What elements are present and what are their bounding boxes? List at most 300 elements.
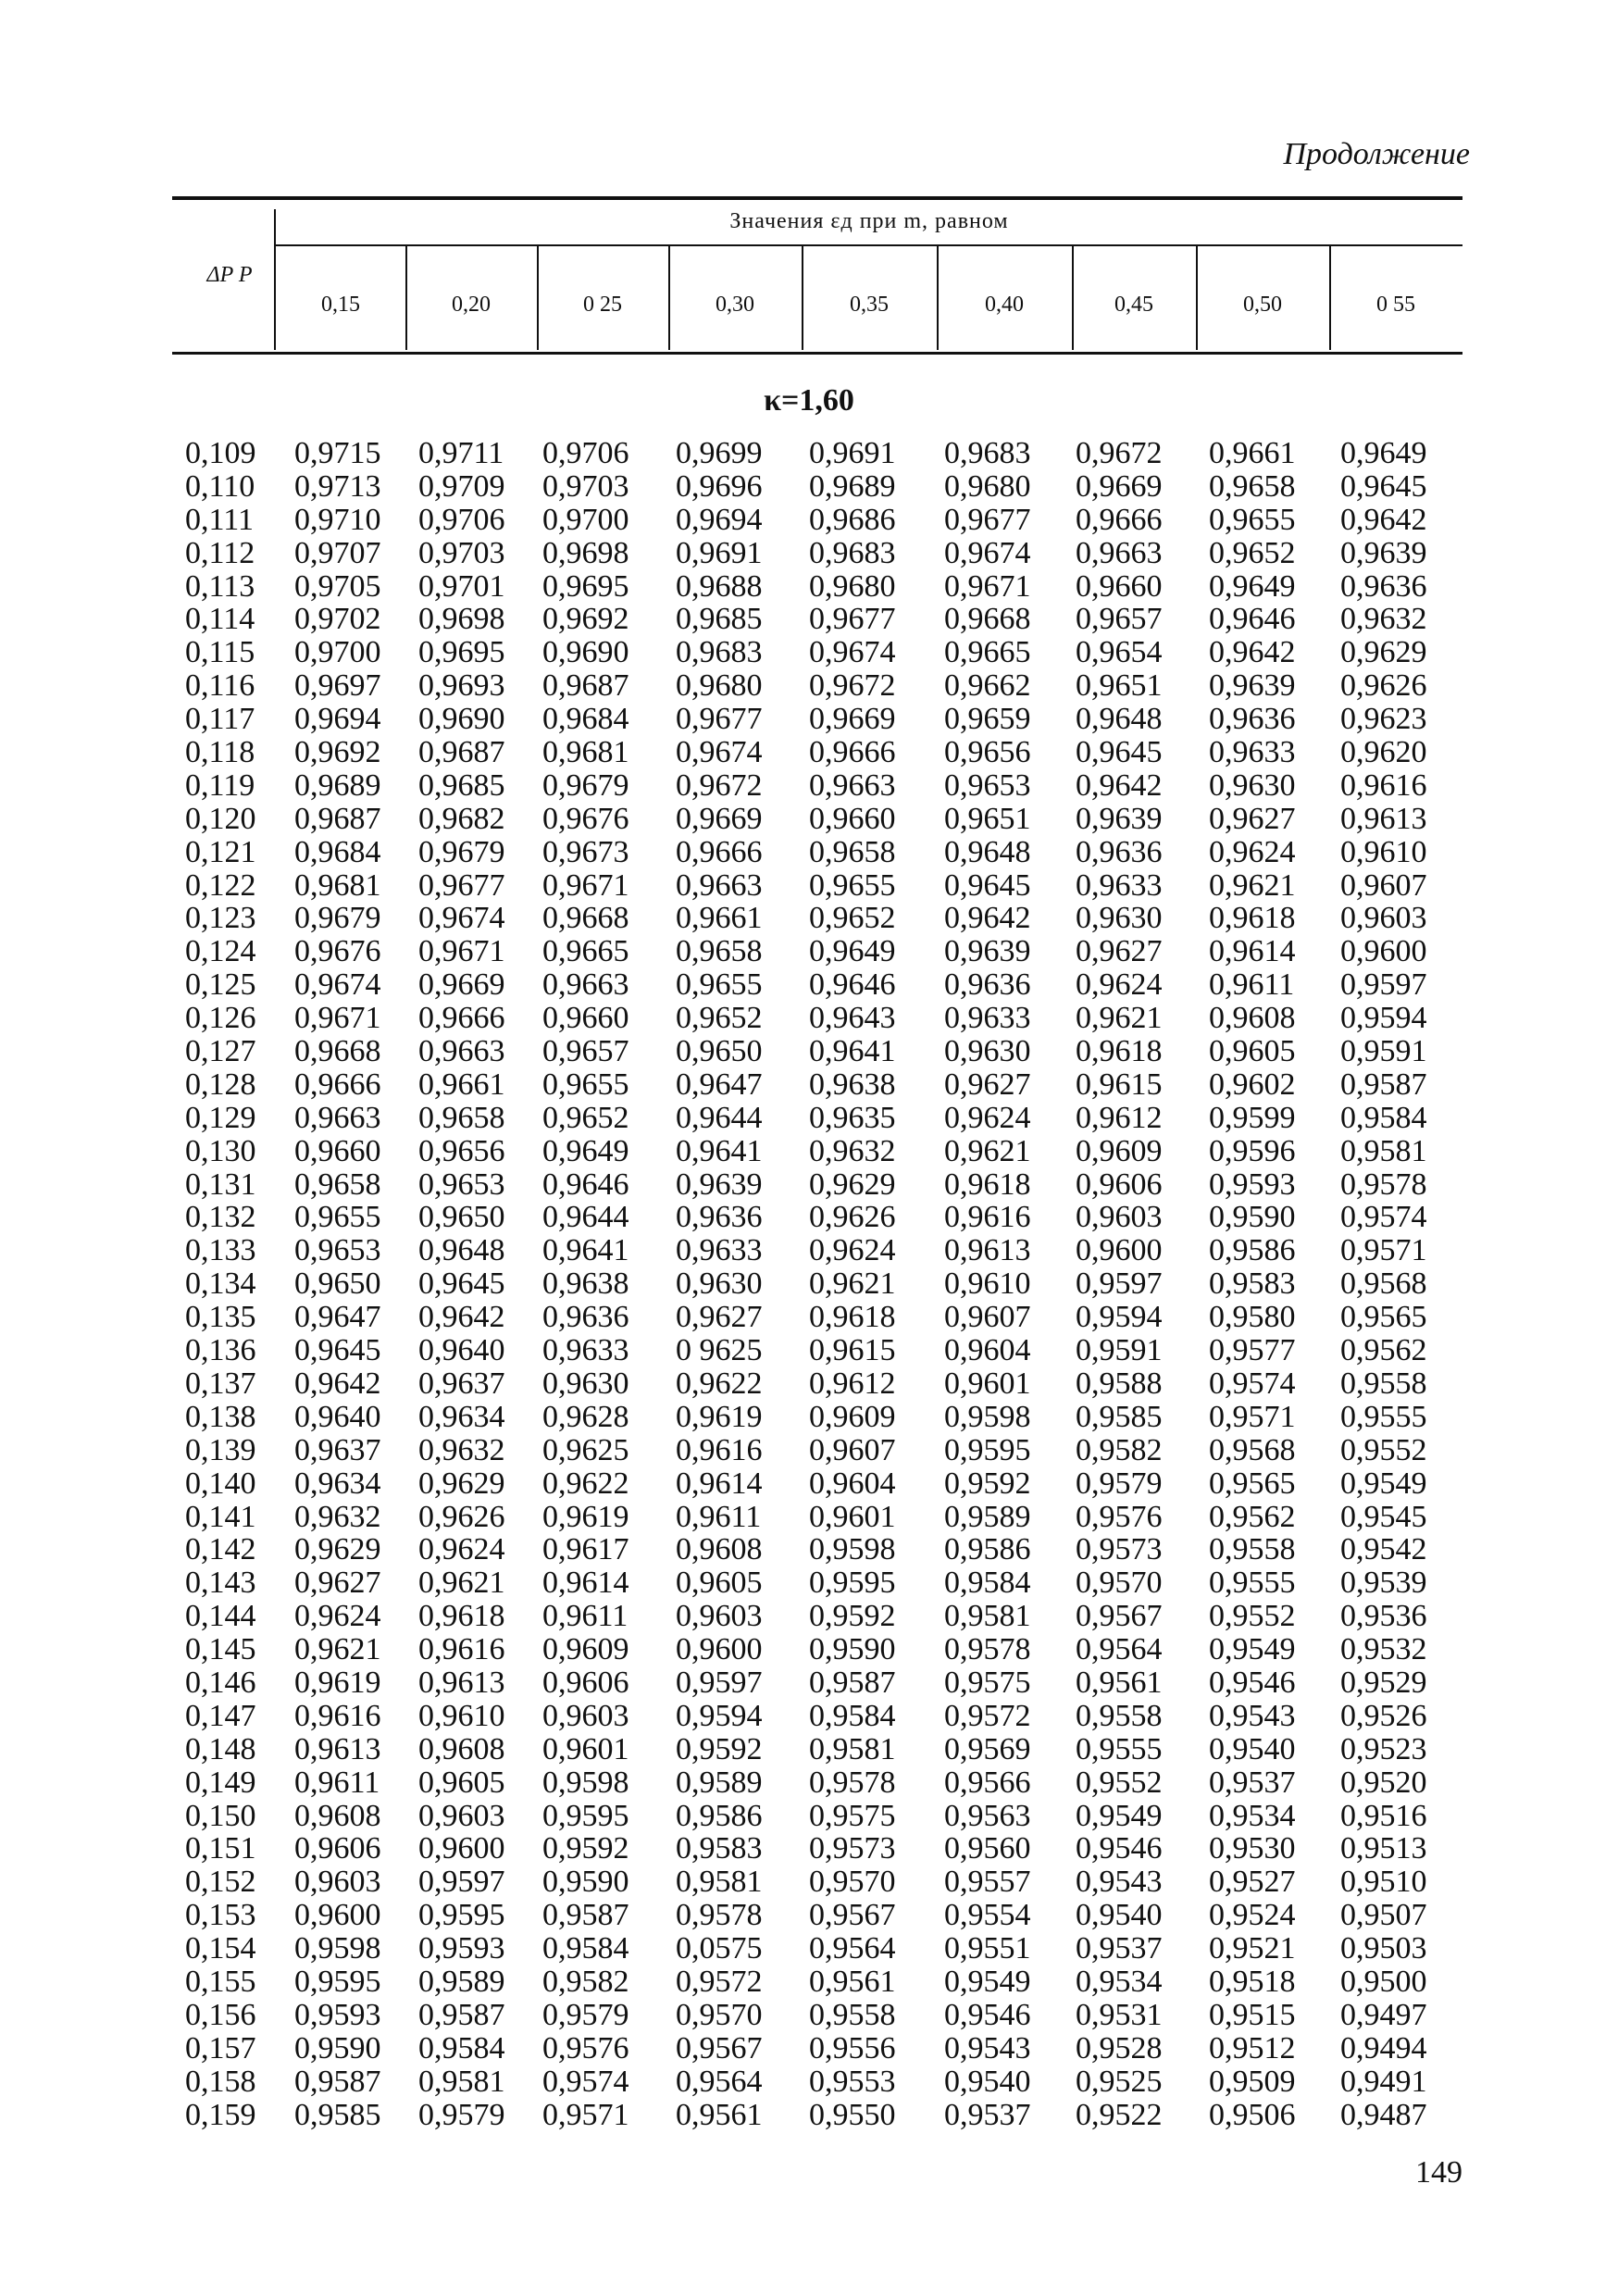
table-cell: 0,9680 bbox=[676, 668, 763, 704]
table-cell: 0,9630 bbox=[676, 1267, 763, 1302]
table-cell: 0,9632 bbox=[1340, 602, 1427, 637]
table-cell: 0,9680 bbox=[944, 468, 1031, 504]
table-cell: 0,9663 bbox=[542, 967, 629, 1003]
table-cell: 0,9603 bbox=[1340, 901, 1427, 936]
column-divider bbox=[668, 246, 670, 350]
table-cell: 0,9611 bbox=[542, 1599, 629, 1634]
table-cell: 0,9697 bbox=[294, 668, 381, 704]
table-cell: 0,9613 bbox=[294, 1731, 381, 1766]
table-cell: 0,9589 bbox=[944, 1499, 1031, 1534]
table-cell: 0,9688 bbox=[676, 568, 763, 604]
table-cell: 0,9624 bbox=[1076, 967, 1163, 1003]
table-cell: 0,9662 bbox=[944, 668, 1031, 704]
table-cell: 0,9636 bbox=[1209, 702, 1296, 737]
table-cell: 0,9698 bbox=[542, 535, 629, 570]
table-cell: 0,9598 bbox=[809, 1532, 896, 1567]
table-cell: 0,9552 bbox=[1076, 1765, 1163, 1800]
row-label: 0,156 bbox=[185, 1997, 256, 2032]
table-cell: 0,9705 bbox=[294, 568, 381, 604]
table-cell: 0,9689 bbox=[294, 767, 381, 803]
table-cell: 0,9592 bbox=[542, 1831, 629, 1866]
table-cell: 0,9658 bbox=[294, 1167, 381, 1202]
table-cell: 0,9571 bbox=[1209, 1399, 1296, 1434]
table-cell: 0,9661 bbox=[418, 1067, 505, 1102]
column-header: 0 25 bbox=[583, 293, 622, 317]
column-divider bbox=[274, 209, 276, 350]
table-cell: 0,9593 bbox=[294, 1997, 381, 2032]
table-cell: 0,9592 bbox=[809, 1599, 896, 1634]
table-cell: 0,9583 bbox=[1209, 1267, 1296, 1302]
table-cell: 0,9620 bbox=[1340, 735, 1427, 770]
row-label: 0,133 bbox=[185, 1233, 256, 1268]
row-label: 0,112 bbox=[185, 535, 255, 570]
table-cell: 0,9592 bbox=[676, 1731, 763, 1766]
table-cell: 0,9639 bbox=[676, 1167, 763, 1202]
table-cell: 0,9509 bbox=[1209, 2064, 1296, 2099]
row-label: 0,116 bbox=[185, 668, 255, 704]
table-cell: 0,9513 bbox=[1340, 1831, 1427, 1866]
table-cell: 0,9556 bbox=[809, 2030, 896, 2065]
table-cell: 0,9672 bbox=[809, 668, 896, 704]
table-cell: 0,9665 bbox=[944, 635, 1031, 670]
table-cell: 0,9567 bbox=[1076, 1599, 1163, 1634]
row-label: 0,119 bbox=[185, 767, 255, 803]
table-cell: 0,9649 bbox=[1209, 568, 1296, 604]
table-cell: 0,9674 bbox=[418, 901, 505, 936]
continuation-label: Продолжение bbox=[1283, 137, 1470, 171]
table-cell: 0,9594 bbox=[1076, 1300, 1163, 1335]
table-cell: 0,9584 bbox=[944, 1566, 1031, 1601]
table-cell: 0,9552 bbox=[1209, 1599, 1296, 1634]
table-cell: 0,9594 bbox=[676, 1698, 763, 1733]
table-cell: 0,9627 bbox=[1209, 801, 1296, 836]
table-cell: 0,9516 bbox=[1340, 1798, 1427, 1833]
table-cell: 0,9558 bbox=[809, 1997, 896, 2032]
table-cell: 0,9651 bbox=[944, 801, 1031, 836]
table-cell: 0,9622 bbox=[542, 1466, 629, 1501]
table-cell: 0,9487 bbox=[1340, 2097, 1427, 2132]
table-cell: 0,9687 bbox=[542, 668, 629, 704]
table-cell: 0,9567 bbox=[676, 2030, 763, 2065]
table-cell: 0,9578 bbox=[944, 1632, 1031, 1667]
table-cell: 0,9597 bbox=[1340, 967, 1427, 1003]
table-cell: 0,9561 bbox=[809, 1964, 896, 1999]
table-cell: 0,9600 bbox=[676, 1632, 763, 1667]
table-cell: 0,9555 bbox=[1340, 1399, 1427, 1434]
table-cell: 0,9681 bbox=[542, 735, 629, 770]
table-cell: 0,9549 bbox=[1076, 1798, 1163, 1833]
table-cell: 0,9660 bbox=[542, 1001, 629, 1036]
table-cell: 0,9591 bbox=[1340, 1034, 1427, 1069]
table-cell: 0,9642 bbox=[944, 901, 1031, 936]
table-cell: 0,9560 bbox=[944, 1831, 1031, 1866]
row-label: 0,109 bbox=[185, 436, 256, 470]
table-cell: 0,9628 bbox=[542, 1399, 629, 1434]
table-cell: 0,9658 bbox=[1209, 468, 1296, 504]
table-cell: 0,9621 bbox=[809, 1267, 896, 1302]
table-cell: 0,9648 bbox=[418, 1233, 505, 1268]
section-title: κ=1,60 bbox=[764, 383, 854, 418]
table-cell: 0,9608 bbox=[294, 1798, 381, 1833]
table-cell: 0,9604 bbox=[944, 1333, 1031, 1368]
table-cell: 0,9615 bbox=[809, 1333, 896, 1368]
table-cell: 0,9647 bbox=[676, 1067, 763, 1102]
table-cell: 0,9549 bbox=[944, 1964, 1031, 1999]
table-cell: 0,9554 bbox=[944, 1898, 1031, 1933]
table-cell: 0,9562 bbox=[1340, 1333, 1427, 1368]
table-cell: 0,9700 bbox=[542, 502, 629, 537]
row-label: 0,117 bbox=[185, 702, 255, 737]
table-cell: 0,9565 bbox=[1340, 1300, 1427, 1335]
table-cell: 0,9555 bbox=[1209, 1566, 1296, 1601]
table-cell: 0,9565 bbox=[1209, 1466, 1296, 1501]
table-cell: 0,9618 bbox=[809, 1300, 896, 1335]
table-cell: 0,9648 bbox=[944, 834, 1031, 869]
table-cell: 0,9636 bbox=[676, 1200, 763, 1235]
table-cell: 0,9624 bbox=[944, 1100, 1031, 1135]
table-cell: 0,9572 bbox=[944, 1698, 1031, 1733]
table-cell: 0,9536 bbox=[1340, 1599, 1427, 1634]
table-cell: 0,9683 bbox=[676, 635, 763, 670]
table-cell: 0,9586 bbox=[944, 1532, 1031, 1567]
row-label: 0,122 bbox=[185, 867, 256, 903]
table-cell: 0,9692 bbox=[294, 735, 381, 770]
table-cell: 0,9584 bbox=[418, 2030, 505, 2065]
table-cell: 0,9564 bbox=[1076, 1632, 1163, 1667]
table-cell: 0,9658 bbox=[418, 1100, 505, 1135]
table-cell: 0,9657 bbox=[542, 1034, 629, 1069]
table-cell: 0,9706 bbox=[542, 436, 629, 470]
table-cell: 0,9681 bbox=[294, 867, 381, 903]
table-cell: 0,9613 bbox=[418, 1665, 505, 1700]
table-cell: 0,9695 bbox=[542, 568, 629, 604]
table-cell: 0,9546 bbox=[1209, 1665, 1296, 1700]
table-cell: 0,9646 bbox=[809, 967, 896, 1003]
table-cell: 0,9653 bbox=[944, 767, 1031, 803]
column-divider bbox=[405, 246, 407, 350]
table-cell: 0,9546 bbox=[1076, 1831, 1163, 1866]
table-cell: 0,9619 bbox=[676, 1399, 763, 1434]
table-cell: 0,9573 bbox=[1076, 1532, 1163, 1567]
table-cell: 0,9611 bbox=[1209, 967, 1295, 1003]
column-divider bbox=[1196, 246, 1198, 350]
table-cell: 0,9652 bbox=[676, 1001, 763, 1036]
table-cell: 0,9653 bbox=[418, 1167, 505, 1202]
table-cell: 0,9584 bbox=[542, 1931, 629, 1966]
table-cell: 0,9558 bbox=[1340, 1366, 1427, 1401]
row-label: 0,157 bbox=[185, 2030, 256, 2065]
table-cell: 0,9602 bbox=[1209, 1067, 1296, 1102]
column-header: 0,45 bbox=[1114, 293, 1153, 317]
table-cell: 0,9591 bbox=[1076, 1333, 1163, 1368]
table-cell: 0,9699 bbox=[676, 436, 763, 470]
table-cell: 0,9574 bbox=[1209, 1366, 1296, 1401]
table-cell: 0,9666 bbox=[418, 1001, 505, 1036]
table-cell: 0,9666 bbox=[676, 834, 763, 869]
table-cell: 0,9617 bbox=[542, 1532, 629, 1567]
table-cell: 0,9497 bbox=[1340, 1997, 1427, 2032]
table-cell: 0,9685 bbox=[418, 767, 505, 803]
row-label: 0,150 bbox=[185, 1798, 256, 1833]
table-cell: 0,9706 bbox=[418, 502, 505, 537]
table-cell: 0,9709 bbox=[418, 468, 505, 504]
table-cell: 0,9615 bbox=[1076, 1067, 1163, 1102]
table-cell: 0,9655 bbox=[542, 1067, 629, 1102]
table-cell: 0,9534 bbox=[1209, 1798, 1296, 1833]
table-cell: 0,9674 bbox=[944, 535, 1031, 570]
table-cell: 0,9543 bbox=[1076, 1865, 1163, 1900]
row-label: 0,140 bbox=[185, 1466, 256, 1501]
table-cell: 0,9643 bbox=[809, 1001, 896, 1036]
table-cell: 0,9593 bbox=[1209, 1167, 1296, 1202]
table-cell: 0,9537 bbox=[944, 2097, 1031, 2132]
table-cell: 0,9642 bbox=[1076, 767, 1163, 803]
table-cell: 0,9639 bbox=[944, 934, 1031, 969]
table-cell: 0,9578 bbox=[809, 1765, 896, 1800]
table-cell: 0,9524 bbox=[1209, 1898, 1296, 1933]
table-cell: 0,9632 bbox=[294, 1499, 381, 1534]
table-cell: 0,9581 bbox=[809, 1731, 896, 1766]
table-cell: 0,9661 bbox=[1209, 436, 1296, 470]
table-cell: 0,9580 bbox=[1209, 1300, 1296, 1335]
table-cell: 0,9641 bbox=[809, 1034, 896, 1069]
table-cell: 0,9672 bbox=[676, 767, 763, 803]
table-cell: 0,9605 bbox=[1209, 1034, 1296, 1069]
table-cell: 0,9659 bbox=[944, 702, 1031, 737]
table-cell: 0,9525 bbox=[1076, 2064, 1163, 2099]
table-cell: 0,9601 bbox=[542, 1731, 629, 1766]
table-cell: 0,9518 bbox=[1209, 1964, 1296, 1999]
table-cell: 0,9655 bbox=[676, 967, 763, 1003]
table-cell: 0,9601 bbox=[809, 1499, 896, 1534]
table-cell: 0,9555 bbox=[1076, 1731, 1163, 1766]
table-cell: 0,9569 bbox=[944, 1731, 1031, 1766]
table-cell: 0,9630 bbox=[1209, 767, 1296, 803]
table-cell: 0,9609 bbox=[1076, 1133, 1163, 1168]
table-cell: 0,9609 bbox=[542, 1632, 629, 1667]
table-cell: 0,9595 bbox=[542, 1798, 629, 1833]
table-cell: 0,9616 bbox=[944, 1200, 1031, 1235]
table-cell: 0,9624 bbox=[1209, 834, 1296, 869]
row-label: 0,134 bbox=[185, 1267, 256, 1302]
table-cell: 0,9652 bbox=[1209, 535, 1296, 570]
table-cell: 0,9599 bbox=[1209, 1100, 1296, 1135]
table-cell: 0,9674 bbox=[294, 967, 381, 1003]
table-cell: 0,9621 bbox=[1076, 1001, 1163, 1036]
table-cell: 0,9656 bbox=[418, 1133, 505, 1168]
table-cell: 0,9595 bbox=[418, 1898, 505, 1933]
table-cell: 0,9494 bbox=[1340, 2030, 1427, 2065]
table-cell: 0,9671 bbox=[294, 1001, 381, 1036]
table-cell: 0,9679 bbox=[542, 767, 629, 803]
table-cell: 0,9570 bbox=[676, 1997, 763, 2032]
table-cell: 0,9550 bbox=[809, 2097, 896, 2132]
table-cell: 0,9666 bbox=[1076, 502, 1163, 537]
table-cell: 0,9711 bbox=[418, 436, 504, 470]
column-divider bbox=[1072, 246, 1074, 350]
table-cell: 0,9655 bbox=[1209, 502, 1296, 537]
first-column-header: ΔP P bbox=[206, 263, 253, 287]
table-cell: 0,9627 bbox=[676, 1300, 763, 1335]
table-cell: 0,9579 bbox=[418, 2097, 505, 2132]
table-cell: 0,9632 bbox=[418, 1432, 505, 1467]
table-cell: 0,9649 bbox=[1340, 436, 1427, 470]
table-cell: 0,9687 bbox=[418, 735, 505, 770]
table-cell: 0,9646 bbox=[542, 1167, 629, 1202]
table-cell: 0,9701 bbox=[418, 568, 505, 604]
row-label: 0,123 bbox=[185, 901, 256, 936]
table-cell: 0,9540 bbox=[944, 2064, 1031, 2099]
table-cell: 0,9503 bbox=[1340, 1931, 1427, 1966]
column-header: 0,40 bbox=[985, 293, 1024, 317]
table-cell: 0,9687 bbox=[294, 801, 381, 836]
row-label: 0,128 bbox=[185, 1067, 256, 1102]
table-cell: 0,9586 bbox=[1209, 1233, 1296, 1268]
table-cell: 0,9679 bbox=[294, 901, 381, 936]
table-cell: 0,9647 bbox=[294, 1300, 381, 1335]
table-cell: 0,9566 bbox=[944, 1765, 1031, 1800]
table-cell: 0,9703 bbox=[418, 535, 505, 570]
table-cell: 0,9686 bbox=[809, 502, 896, 537]
table-cell: 0,9654 bbox=[1076, 635, 1163, 670]
table-cell: 0,9680 bbox=[809, 568, 896, 604]
table-cell: 0,9594 bbox=[1340, 1001, 1427, 1036]
table-cell: 0,9581 bbox=[418, 2064, 505, 2099]
table-cell: 0,9586 bbox=[676, 1798, 763, 1833]
table-cell: 0,9691 bbox=[809, 436, 896, 470]
table-cell: 0,9624 bbox=[418, 1532, 505, 1567]
table-cell: 0,9567 bbox=[809, 1898, 896, 1933]
table-cell: 0,9539 bbox=[1340, 1566, 1427, 1601]
row-label: 0,115 bbox=[185, 635, 255, 670]
table-cell: 0,9626 bbox=[1340, 668, 1427, 704]
row-label: 0,129 bbox=[185, 1100, 256, 1135]
table-cell: 0,9527 bbox=[1209, 1865, 1296, 1900]
table-cell: 0,0575 bbox=[676, 1931, 763, 1966]
table-cell: 0,9645 bbox=[1076, 735, 1163, 770]
row-label: 0,124 bbox=[185, 934, 256, 969]
table-cell: 0,9695 bbox=[418, 635, 505, 670]
table-cell: 0,9522 bbox=[1076, 2097, 1163, 2132]
table-cell: 0,9543 bbox=[1209, 1698, 1296, 1733]
table-cell: 0,9521 bbox=[1209, 1931, 1296, 1966]
table-cell: 0,9692 bbox=[542, 602, 629, 637]
table-cell: 0,9693 bbox=[418, 668, 505, 704]
table-cell: 0,9588 bbox=[1076, 1366, 1163, 1401]
table-cell: 0,9612 bbox=[1076, 1100, 1163, 1135]
table-cell: 0,9624 bbox=[809, 1233, 896, 1268]
table-cell: 0,9633 bbox=[542, 1333, 629, 1368]
table-cell: 0,9668 bbox=[944, 602, 1031, 637]
table-cell: 0,9715 bbox=[294, 436, 381, 470]
table-cell: 0,9540 bbox=[1076, 1898, 1163, 1933]
table-cell: 0,9669 bbox=[809, 702, 896, 737]
table-cell: 0,9635 bbox=[809, 1100, 896, 1135]
table-cell: 0,9682 bbox=[418, 801, 505, 836]
table-cell: 0,9621 bbox=[944, 1133, 1031, 1168]
table-cell: 0,9685 bbox=[676, 602, 763, 637]
table-cell: 0,9627 bbox=[294, 1566, 381, 1601]
table-cell: 0,9587 bbox=[542, 1898, 629, 1933]
table-cell: 0,9637 bbox=[418, 1366, 505, 1401]
table-cell: 0,9636 bbox=[1076, 834, 1163, 869]
table-cell: 0,9593 bbox=[418, 1931, 505, 1966]
table-cell: 0,9597 bbox=[676, 1665, 763, 1700]
table-cell: 0,9633 bbox=[1209, 735, 1296, 770]
table-cell: 0,9644 bbox=[676, 1100, 763, 1135]
table-cell: 0,9571 bbox=[1340, 1233, 1427, 1268]
table-cell: 0,9652 bbox=[542, 1100, 629, 1135]
table-cell: 0,9604 bbox=[809, 1466, 896, 1501]
table-cell: 0,9584 bbox=[1340, 1100, 1427, 1135]
row-label: 0,125 bbox=[185, 967, 256, 1003]
table-cell: 0,9642 bbox=[418, 1300, 505, 1335]
table-cell: 0,9564 bbox=[676, 2064, 763, 2099]
row-label: 0,149 bbox=[185, 1765, 256, 1800]
table-cell: 0,9512 bbox=[1209, 2030, 1296, 2065]
header-divider-rule bbox=[276, 244, 1462, 246]
table-cell: 0,9531 bbox=[1076, 1997, 1163, 2032]
table-cell: 0,9549 bbox=[1340, 1466, 1427, 1501]
table-cell: 0,9636 bbox=[542, 1300, 629, 1335]
row-label: 0,132 bbox=[185, 1200, 256, 1235]
table-cell: 0 9625 bbox=[676, 1333, 763, 1368]
table-cell: 0,9558 bbox=[1209, 1532, 1296, 1567]
table-cell: 0,9603 bbox=[418, 1798, 505, 1833]
table-cell: 0,9621 bbox=[418, 1566, 505, 1601]
table-cell: 0,9629 bbox=[809, 1167, 896, 1202]
table-cell: 0,9703 bbox=[542, 468, 629, 504]
table-cell: 0,9690 bbox=[542, 635, 629, 670]
table-cell: 0,9573 bbox=[809, 1831, 896, 1866]
table-cell: 0,9577 bbox=[1209, 1333, 1296, 1368]
row-label: 0,143 bbox=[185, 1566, 256, 1601]
table-cell: 0,9572 bbox=[676, 1964, 763, 1999]
table-cell: 0,9597 bbox=[418, 1865, 505, 1900]
table-cell: 0,9656 bbox=[944, 735, 1031, 770]
row-label: 0,110 bbox=[185, 468, 255, 504]
table-cell: 0,9616 bbox=[418, 1632, 505, 1667]
table-cell: 0,9597 bbox=[1076, 1267, 1163, 1302]
table-cell: 0,9601 bbox=[944, 1366, 1031, 1401]
table-cell: 0,9579 bbox=[542, 1997, 629, 2032]
table-cell: 0,9603 bbox=[1076, 1200, 1163, 1235]
table-cell: 0,9592 bbox=[944, 1466, 1031, 1501]
table-cell: 0,9629 bbox=[418, 1466, 505, 1501]
table-cell: 0,9624 bbox=[294, 1599, 381, 1634]
table-cell: 0,9526 bbox=[1340, 1698, 1427, 1733]
table-cell: 0,9674 bbox=[809, 635, 896, 670]
table-cell: 0,9583 bbox=[676, 1831, 763, 1866]
table-cell: 0,9574 bbox=[1340, 1200, 1427, 1235]
row-label: 0,158 bbox=[185, 2064, 256, 2099]
table-cell: 0,9638 bbox=[542, 1267, 629, 1302]
table-cell: 0,9605 bbox=[418, 1765, 505, 1800]
row-label: 0,145 bbox=[185, 1632, 256, 1667]
table-cell: 0,9568 bbox=[1209, 1432, 1296, 1467]
table-cell: 0,9618 bbox=[1209, 901, 1296, 936]
table-cell: 0,9663 bbox=[294, 1100, 381, 1135]
table-cell: 0,9551 bbox=[944, 1931, 1031, 1966]
table-cell: 0,9589 bbox=[418, 1964, 505, 1999]
table-cell: 0,9650 bbox=[418, 1200, 505, 1235]
table-cell: 0,9574 bbox=[542, 2064, 629, 2099]
table-cell: 0,9545 bbox=[1340, 1499, 1427, 1534]
table-cell: 0,9642 bbox=[294, 1366, 381, 1401]
table-cell: 0,9570 bbox=[1076, 1566, 1163, 1601]
table-cell: 0,9649 bbox=[542, 1133, 629, 1168]
table-cell: 0,9633 bbox=[944, 1001, 1031, 1036]
